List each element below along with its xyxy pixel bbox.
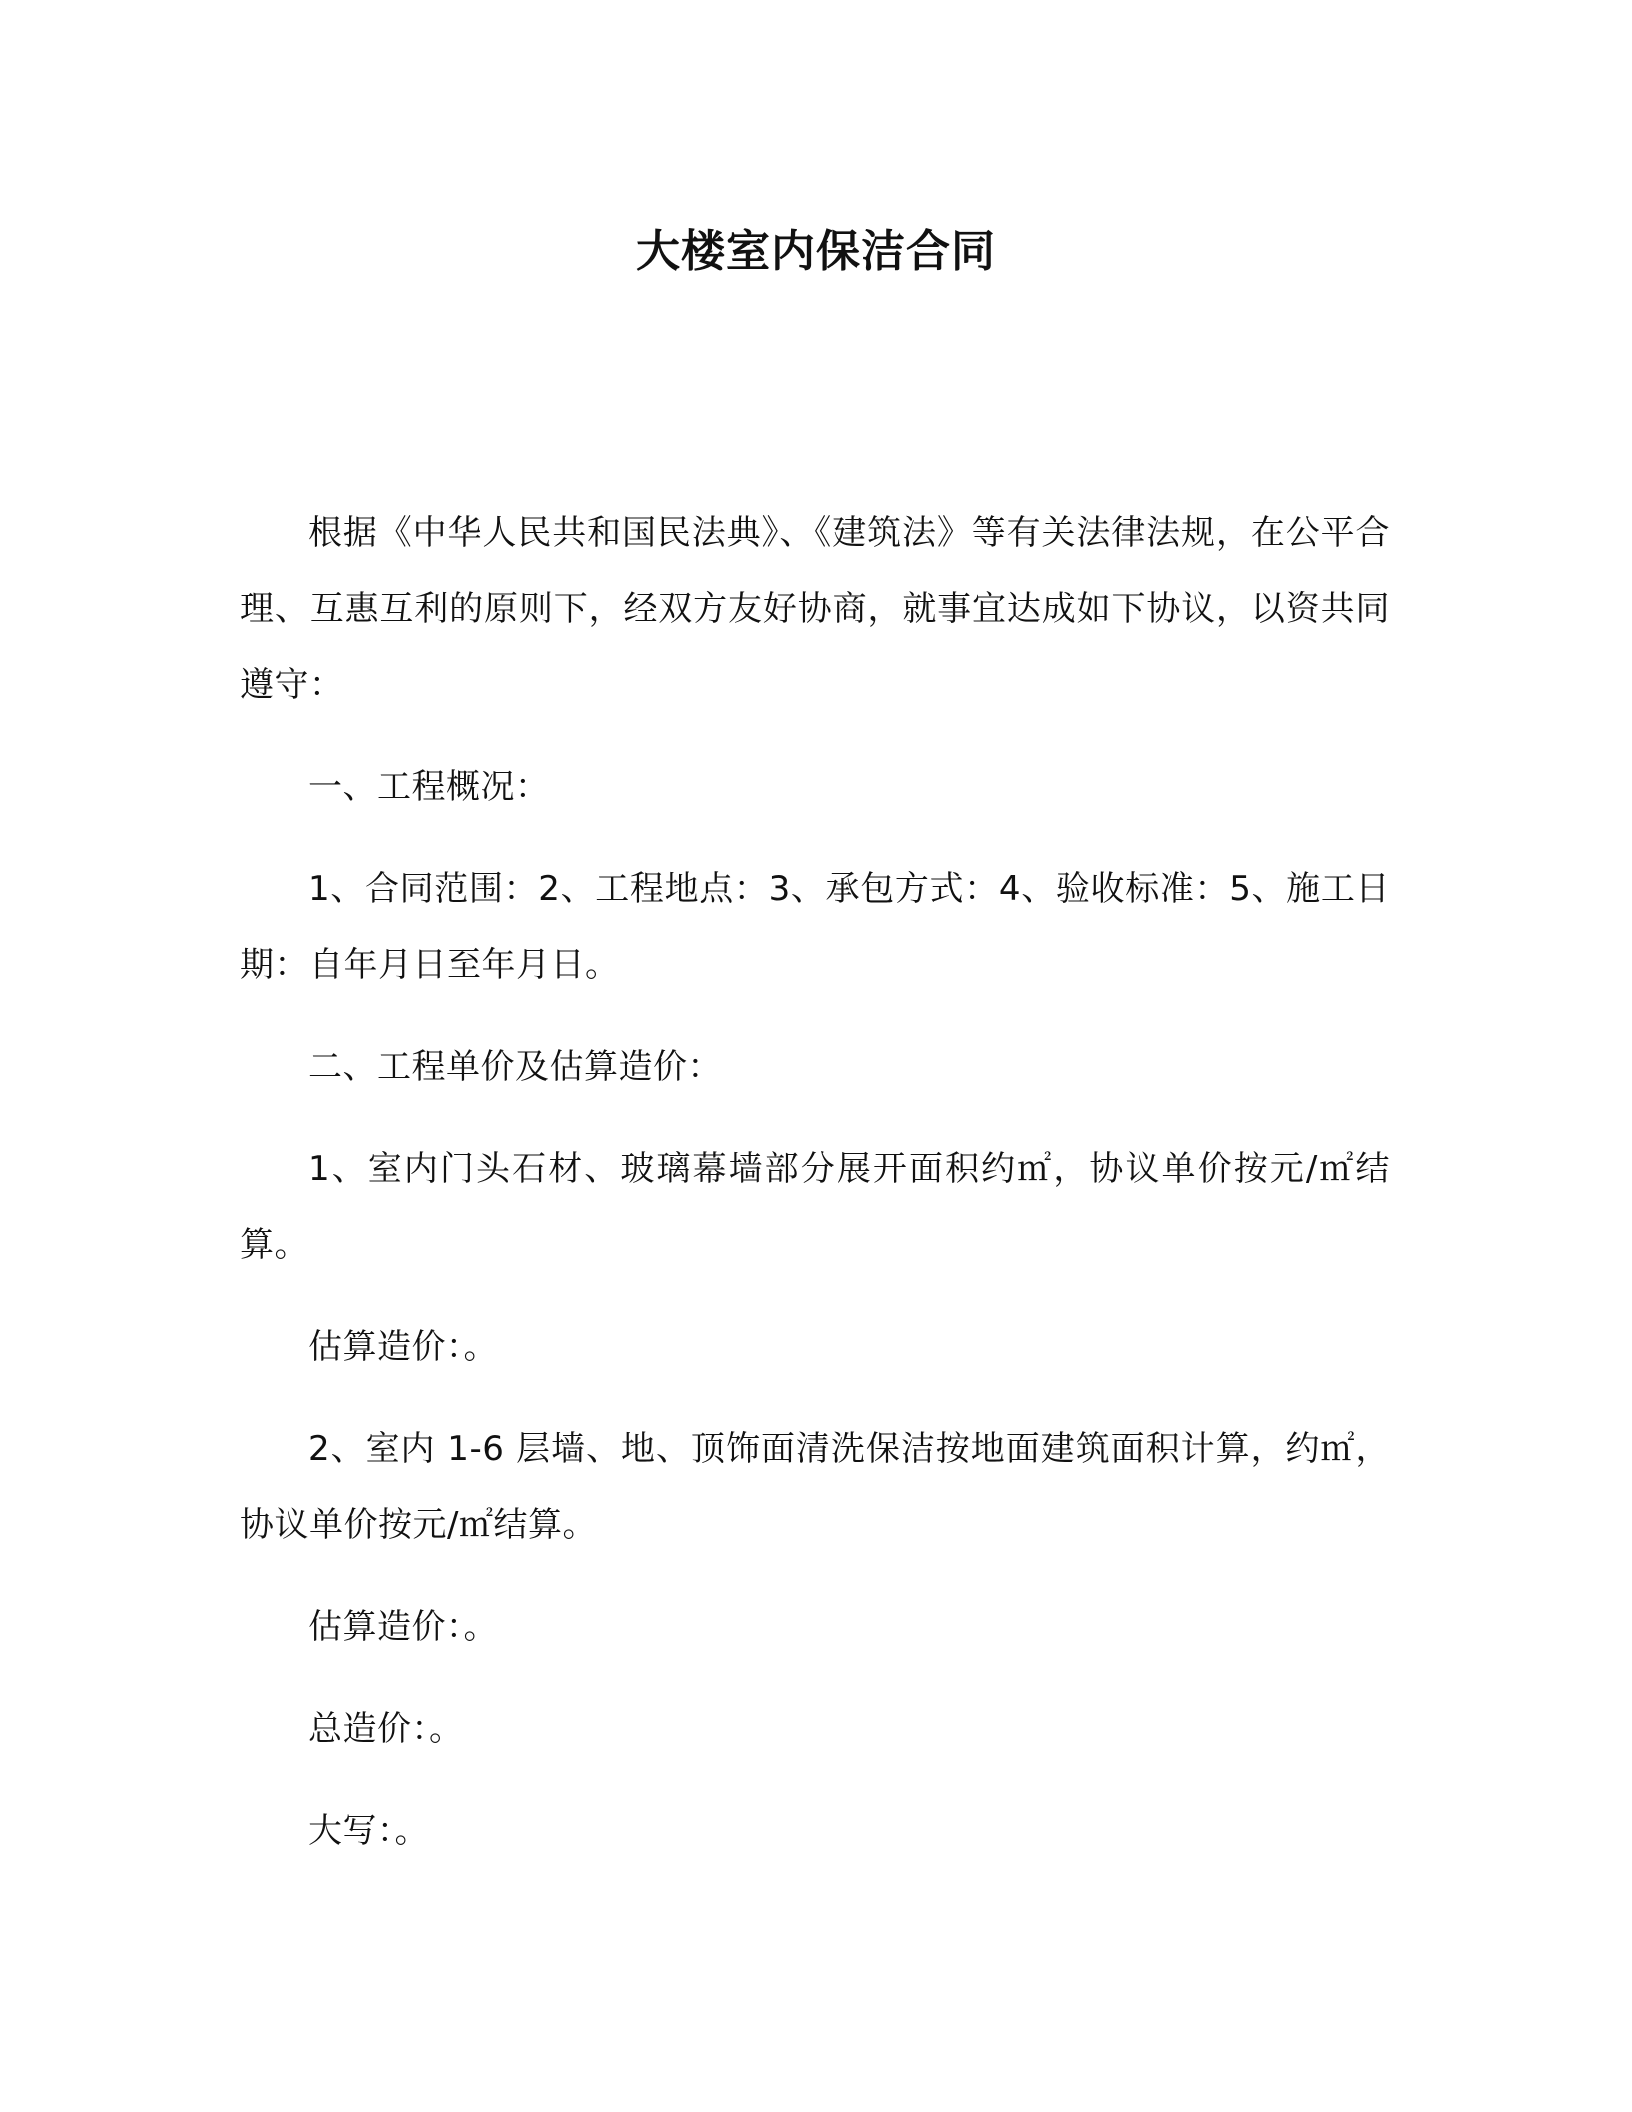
unit-price-item-1: 1、室内门头石材、玻璃幕墙部分展开面积约㎡，协议单价按元/㎡结算。	[240, 1149, 1390, 1265]
total-cost-in-words: 大写：。	[308, 1811, 429, 1851]
total-cost: 总造价：。	[308, 1709, 464, 1749]
project-overview-items: 1、合同范围：2、工程地点：3、承包方式：4、验收标准：5、施工日期：自年月日至年月日。	[240, 869, 1390, 985]
section-heading-project-overview: 一、工程概况：	[308, 767, 550, 807]
intro-paragraph: 根据《中华人民共和国民法典》、《建筑法》等有关法律法规，在公平合理、互惠互利的原则下，经双方友好协商，就事宜达成如下协议，以资共同遵守：	[240, 513, 1390, 705]
unit-price-item-2: 2、室内 1-6 层墙、地、顶饰面清洗保洁按地面建筑面积计算，约㎡，协议单价按元/㎡结算。	[240, 1429, 1390, 1545]
estimated-cost-1: 估算造价：。	[308, 1327, 498, 1367]
document-title: 大楼室内保洁合同	[636, 226, 996, 277]
document-body	[240, 495, 1390, 1895]
section-heading-unit-price: 二、工程单价及估算造价：	[308, 1047, 722, 1087]
estimated-cost-2: 估算造价：。	[308, 1607, 498, 1647]
